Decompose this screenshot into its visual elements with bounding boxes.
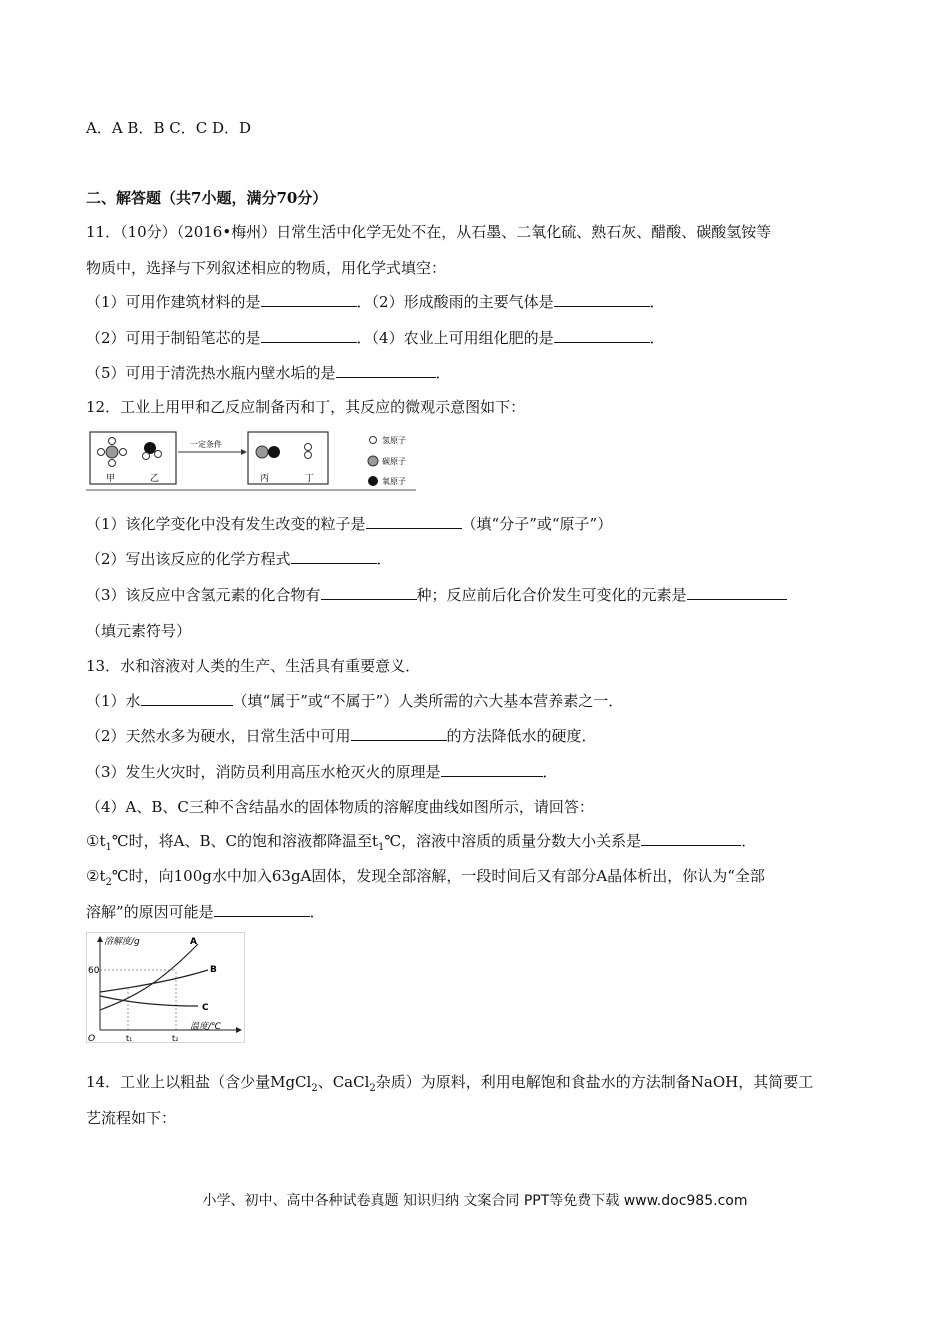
q12-part1-hint: （填“分子”或“原子”）: [461, 515, 613, 533]
curve-B: [100, 970, 208, 992]
q13-part2-text2: 的方法降低水的硬度．: [446, 727, 597, 745]
molecule-yi: [143, 442, 162, 460]
answer-blank[interactable]: [366, 514, 462, 529]
options-line: A．A B．B C．C D．D: [86, 119, 252, 137]
q13-part3: [86, 762, 558, 782]
q12-part3: [86, 585, 787, 605]
q13-part4: （4）A、B、C三种不含结晶水的固体物质的溶解度曲线如图所示，请回答：: [86, 798, 594, 816]
condition-label: 一定条件: [190, 440, 222, 449]
period: ．: [376, 550, 392, 568]
solubility-graph: [86, 932, 246, 1044]
q12-part3-text: （3）该反应中含氢元素的化合物有: [86, 586, 321, 604]
label-jia: 甲: [106, 474, 116, 484]
period: ．: [435, 364, 451, 382]
molecule-ding: [305, 444, 312, 459]
molecule-jia: [98, 438, 127, 467]
reactant-box: [90, 432, 176, 484]
subscript: 1: [378, 842, 385, 853]
q13-sub1: [86, 831, 756, 858]
q11-part5: [86, 363, 451, 383]
legend: [368, 435, 406, 486]
q11-part1: [86, 292, 665, 312]
subscript: 2: [105, 877, 112, 888]
answer-blank[interactable]: [141, 691, 233, 706]
answer-blank[interactable]: [441, 762, 543, 777]
answer-blank[interactable]: [554, 328, 650, 343]
q13-part1-text: （1）水: [86, 692, 141, 710]
q11-part1-text: （1）可用作建筑材料的是: [86, 293, 261, 311]
curve-A-label: A: [190, 937, 197, 947]
q14-text: 14．工业上以粗盐（含少量MgCl: [86, 1073, 312, 1091]
answer-blank[interactable]: [261, 292, 357, 307]
q13-sub2-text: ②t: [86, 867, 106, 885]
legend-hydrogen: 氢原子: [382, 436, 406, 445]
section-title: 二、解答题（共7小题，满分70分）: [86, 189, 328, 207]
answer-blank[interactable]: [261, 328, 357, 343]
q13-part1-hint: （填“属于”或“不属于”）人类所需的六大基本营养素之一．: [232, 692, 624, 710]
q13-sub2-cont: [86, 902, 325, 922]
q11-part3-text: （2）可用于制铅笔芯的是: [86, 329, 261, 347]
answer-blank[interactable]: [291, 549, 377, 564]
curve-C-label: C: [202, 1003, 209, 1013]
q14-stem-line2: 艺流程如下：: [86, 1109, 177, 1127]
q14-text2: 、CaCl: [317, 1073, 370, 1091]
origin-label: O: [88, 1034, 96, 1044]
x-axis-label: 温度/℃: [190, 1022, 222, 1032]
q12-part3-text2: 种；反应前后化合价发生可变化的元素是: [416, 586, 687, 604]
q13-sub1-text3: ℃，溶液中溶质的质量分数大小关系是: [384, 832, 642, 850]
period: ．: [542, 763, 558, 781]
answer-blank[interactable]: [351, 726, 447, 741]
legend-oxygen: 氧原子: [382, 477, 406, 486]
q12-part2: [86, 549, 392, 569]
q11-part4-text: ．（4）农业上可用组化肥的是: [356, 329, 554, 347]
q11-part5-text: （5）可用于清洗热水瓶内壁水垢的是: [86, 364, 336, 382]
q13-stem: 13．水和溶液对人类的生产、生活具有重要意义．: [86, 657, 421, 675]
label-bing: 丙: [260, 474, 270, 484]
period: ．: [649, 293, 665, 311]
answer-blank[interactable]: [321, 585, 417, 600]
q11-stem-line2: 物质中，选择与下列叙述相应的物质，用化学式填空：: [86, 259, 447, 277]
answer-blank[interactable]: [641, 831, 741, 846]
y-tick-60: 60: [88, 966, 100, 976]
q13-part2: [86, 726, 597, 746]
subscript: 2: [369, 1083, 376, 1094]
answer-blank[interactable]: [687, 585, 787, 600]
q12-part3-hint: （填元素符号）: [86, 622, 192, 640]
q13-part1: [86, 691, 623, 711]
y-axis-label: 溶解度/g: [104, 937, 140, 947]
page-footer: 小学、初中、高中各种试卷真题 知识归纳 文案合同 PPT等免费下载 www.doc985.com: [202, 1193, 748, 1209]
curve-B-label: B: [210, 965, 217, 975]
q11-part2-text: ．（2）形成酸雨的主要气体是: [356, 293, 554, 311]
answer-blank[interactable]: [336, 363, 436, 378]
period: ．: [649, 329, 665, 347]
q13-sub2: [86, 866, 765, 893]
label-yi: 乙: [150, 474, 160, 484]
answer-blank[interactable]: [554, 292, 650, 307]
legend-carbon: 碳原子: [382, 457, 406, 466]
q11-stem-line1: 11．（10分）（2016•梅州）日常生活中化学无处不在，从石墨、二氧化硫、熟石灰、醋酸、碳酸氢铵等: [86, 223, 772, 241]
reaction-diagram: [86, 428, 416, 494]
q14-stem-line1: [86, 1072, 813, 1099]
q13-sub1-text: ①t: [86, 832, 106, 850]
answer-blank[interactable]: [214, 902, 310, 917]
q14-text3: 杂质）为原料，利用电解饱和食盐水的方法制备NaOH，其简要工: [375, 1073, 814, 1091]
subscript: 2: [311, 1083, 318, 1094]
q13-sub1-text2: ℃时，将A、B、C的饱和溶液都降温至t: [111, 832, 379, 850]
x-tick-t2: t₂: [172, 1034, 179, 1043]
q13-sub2-text2: ℃时，向100g水中加入63gA固体，发现全部溶解，一段时间后又有部分A晶体析出，你认为“全部: [111, 867, 765, 885]
q12-part1-text: （1）该化学变化中没有发生改变的粒子是: [86, 515, 366, 533]
x-tick-t1: t₁: [126, 1034, 133, 1043]
q12-part1: [86, 514, 612, 534]
period: ．: [309, 903, 325, 921]
subscript: 1: [105, 842, 112, 853]
q13-part3-text: （3）发生火灾时，消防员利用高压水枪灭火的原理是: [86, 763, 441, 781]
molecule-bing: [256, 446, 280, 458]
q11-part3: [86, 328, 665, 348]
label-ding: 丁: [305, 474, 315, 484]
q12-part2-text: （2）写出该反应的化学方程式: [86, 550, 291, 568]
q12-stem: 12．工业上用甲和乙反应制备丙和丁，其反应的微观示意图如下：: [86, 398, 526, 416]
period: ．: [741, 832, 757, 850]
q13-part2-text: （2）天然水多为硬水，日常生活中可用: [86, 727, 351, 745]
q13-sub2-text3: 溶解”的原因可能是: [86, 903, 214, 921]
